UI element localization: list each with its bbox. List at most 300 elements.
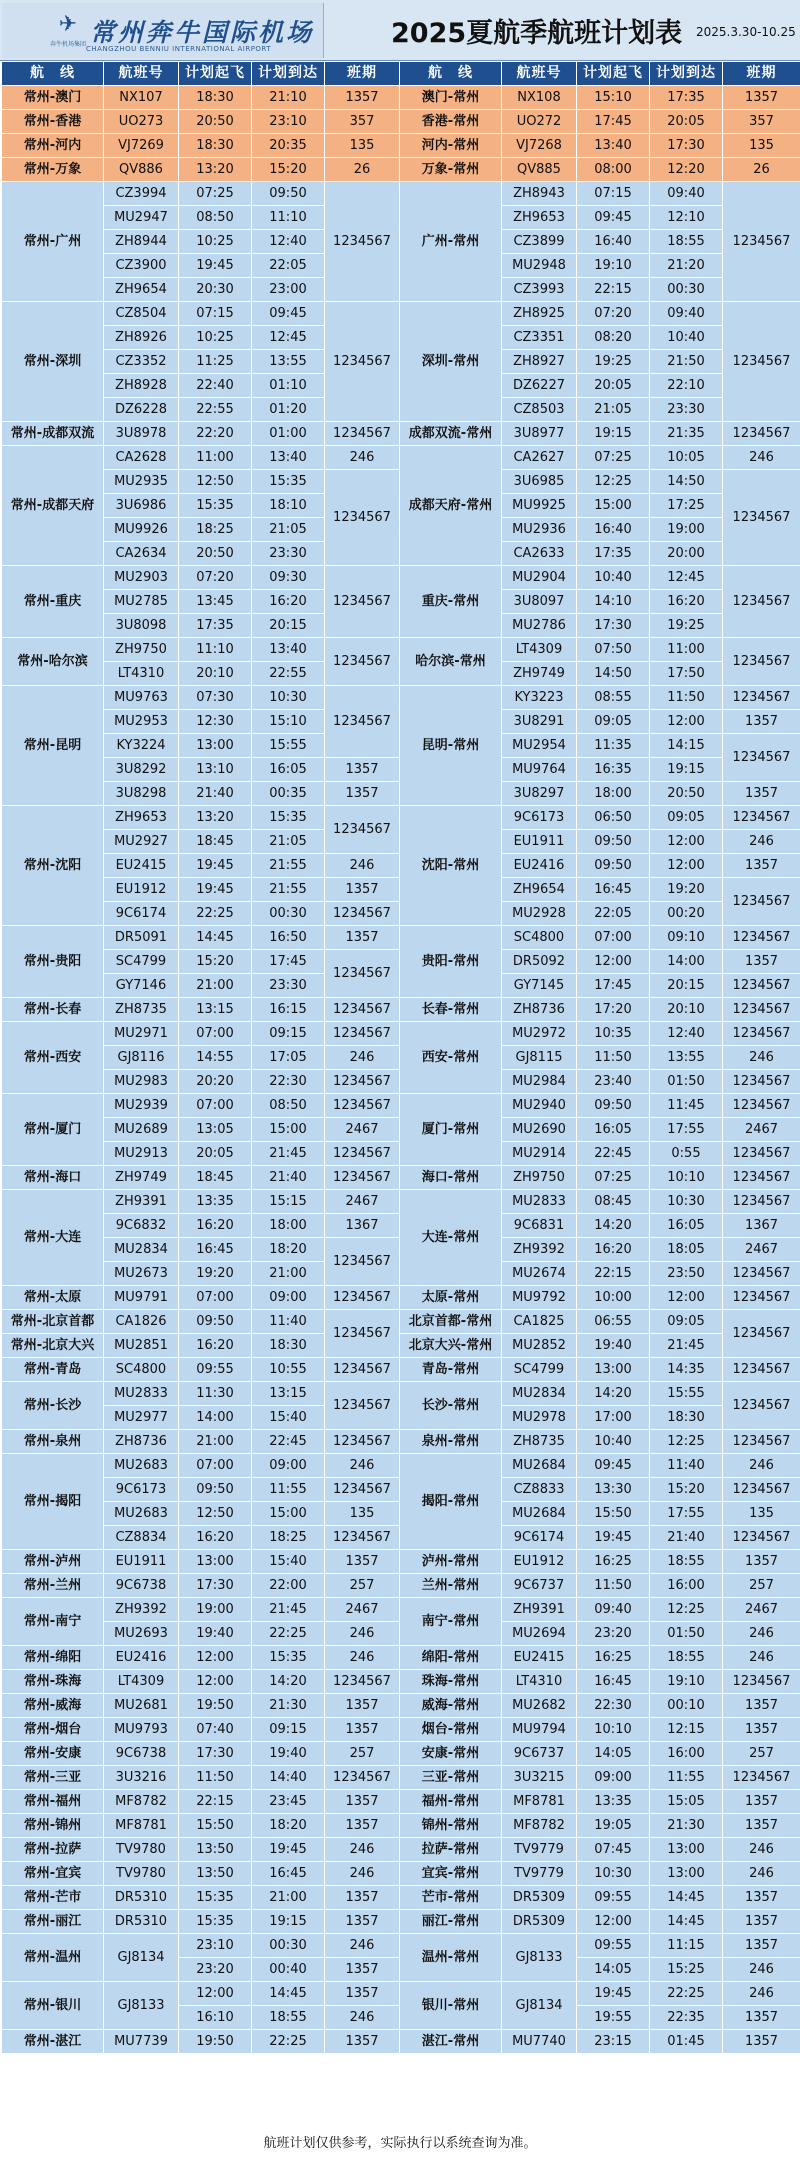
days-cell: 1234567 [723, 1166, 800, 1190]
dep-time-cell: 17:30 [179, 1742, 252, 1766]
days-cell: 26 [325, 158, 400, 182]
dep-time-cell: 09:55 [179, 1358, 252, 1382]
arr-time-cell: 14:50 [650, 470, 723, 494]
flight-no-cell: 9C6737 [502, 1742, 577, 1766]
dep-time-cell: 15:35 [179, 1910, 252, 1934]
domestic-flight-row [2, 1310, 800, 1334]
flight-no-cell: MU9925 [502, 494, 577, 518]
table-header-row [2, 62, 800, 86]
dep-time-cell: 10:35 [577, 1022, 650, 1046]
flight-no-cell: QV885 [502, 158, 577, 182]
flight-no-cell: GY7145 [502, 974, 577, 998]
days-cell: 246 [723, 1958, 800, 1982]
flight-no-cell: CZ3993 [502, 278, 577, 302]
dep-time-cell: 19:05 [577, 1814, 650, 1838]
airport-name-en: CHANGZHOU BENNIU INTERNATIONAL AIRPORT [86, 45, 272, 53]
domestic-flight-row [2, 1334, 800, 1358]
dep-time-cell: 19:45 [577, 1982, 650, 2006]
route-cell: 温州-常州 [400, 1934, 502, 1982]
arr-time-cell: 21:05 [252, 830, 325, 854]
dep-time-cell: 20:05 [179, 1142, 252, 1166]
route-cell: 大连-常州 [400, 1190, 502, 1286]
days-cell: 1234567 [325, 1286, 400, 1310]
flight-no-cell: DZ6227 [502, 374, 577, 398]
arr-time-cell: 20:00 [650, 542, 723, 566]
arr-time-cell: 15:20 [650, 1478, 723, 1502]
route-cell: 昆明-常州 [400, 686, 502, 806]
arr-time-cell: 11:45 [650, 1094, 723, 1118]
flight-no-cell: MU2673 [104, 1262, 179, 1286]
dep-time-cell: 08:45 [577, 1190, 650, 1214]
days-cell: 1357 [723, 2030, 800, 2054]
domestic-flight-row [2, 926, 800, 950]
arr-time-cell: 16:20 [650, 590, 723, 614]
flight-no-cell: 3U8291 [502, 710, 577, 734]
arr-time-cell: 09:40 [650, 182, 723, 206]
arr-time-cell: 16:05 [252, 758, 325, 782]
flight-no-cell: MU2834 [104, 1238, 179, 1262]
flight-no-cell: MU2693 [104, 1622, 179, 1646]
days-cell: 1367 [325, 1214, 400, 1238]
dep-time-cell: 07:25 [577, 1166, 650, 1190]
arr-time-cell: 15:10 [252, 710, 325, 734]
dep-time-cell: 16:45 [577, 1670, 650, 1694]
days-cell: 1234567 [723, 1310, 800, 1358]
domestic-flight-row [2, 686, 800, 710]
flight-no-cell: MU2928 [502, 902, 577, 926]
flight-no-cell: SC4799 [502, 1358, 577, 1382]
dep-time-cell: 19:50 [179, 1694, 252, 1718]
days-cell: 246 [723, 1046, 800, 1070]
days-cell: 246 [325, 1862, 400, 1886]
dep-time-cell: 16:20 [179, 1526, 252, 1550]
flight-no-cell: 9C6174 [502, 1526, 577, 1550]
route-cell: 常州-长沙 [2, 1382, 104, 1430]
dep-time-cell: 11:30 [179, 1382, 252, 1406]
days-cell: 2467 [325, 1118, 400, 1142]
arr-time-cell: 17:50 [650, 662, 723, 686]
arr-time-cell: 00:40 [252, 1958, 325, 1982]
arr-time-cell: 16:00 [650, 1742, 723, 1766]
airport-logo-icon: ✈ [58, 12, 78, 37]
days-cell: 1234567 [723, 974, 800, 998]
dep-time-cell: 22:40 [179, 374, 252, 398]
arr-time-cell: 20:15 [650, 974, 723, 998]
flight-no-cell: EU1912 [502, 1550, 577, 1574]
arr-time-cell: 0:55 [650, 1142, 723, 1166]
days-cell: 1234567 [325, 1478, 400, 1502]
dep-time-cell: 13:35 [179, 1190, 252, 1214]
dep-time-cell: 19:40 [577, 1334, 650, 1358]
days-cell: 1234567 [723, 734, 800, 782]
dep-time-cell: 13:30 [577, 1478, 650, 1502]
route-cell: 成都双流-常州 [400, 422, 502, 446]
flight-no-cell: CZ3994 [104, 182, 179, 206]
domestic-flight-row [2, 1022, 800, 1046]
days-cell: 2467 [723, 1118, 800, 1142]
domestic-flight-row [2, 806, 800, 830]
arr-time-cell: 15:00 [252, 1502, 325, 1526]
domestic-flight-row [2, 1598, 800, 1622]
arr-time-cell: 22:25 [252, 2030, 325, 2054]
arr-time-cell: 20:15 [252, 614, 325, 638]
days-cell: 1234567 [723, 1430, 800, 1454]
arr-time-cell: 21:10 [252, 86, 325, 110]
dep-time-cell: 09:40 [577, 1598, 650, 1622]
flight-no-cell: MU2851 [104, 1334, 179, 1358]
flight-no-cell: MU2834 [502, 1382, 577, 1406]
domestic-flight-row [2, 638, 800, 662]
arr-time-cell: 12:45 [252, 326, 325, 350]
arr-time-cell: 15:25 [650, 1958, 723, 1982]
flight-no-cell: MU2939 [104, 1094, 179, 1118]
flight-no-cell: CZ3899 [502, 230, 577, 254]
flight-no-cell: EU1911 [104, 1550, 179, 1574]
days-cell: 135 [325, 1502, 400, 1526]
days-cell: 246 [723, 1862, 800, 1886]
days-cell: 1234567 [325, 1526, 400, 1550]
flight-no-cell: 9C6173 [502, 806, 577, 830]
flight-no-cell: CZ3352 [104, 350, 179, 374]
arr-time-cell: 23:45 [252, 1790, 325, 1814]
arr-time-cell: 00:30 [252, 902, 325, 926]
route-cell: 万象-常州 [400, 158, 502, 182]
dep-time-cell: 16:45 [577, 878, 650, 902]
dep-time-cell: 21:40 [179, 782, 252, 806]
flight-no-cell: MF8781 [104, 1814, 179, 1838]
airport-logo [2, 3, 324, 58]
days-cell: 1234567 [723, 182, 800, 302]
route-cell: 常州-青岛 [2, 1358, 104, 1382]
arr-time-cell: 18:20 [252, 1814, 325, 1838]
flight-no-cell: ZH8735 [104, 998, 179, 1022]
days-cell: 1234567 [325, 1022, 400, 1046]
arr-time-cell: 09:30 [252, 566, 325, 590]
flight-no-cell: CZ8504 [104, 302, 179, 326]
arr-time-cell: 21:40 [650, 1526, 723, 1550]
days-cell: 1357 [325, 1886, 400, 1910]
days-cell: 1234567 [723, 1670, 800, 1694]
dep-time-cell: 07:25 [179, 182, 252, 206]
days-cell: 246 [325, 1622, 400, 1646]
days-cell: 1234567 [325, 806, 400, 854]
route-cell: 常州-南宁 [2, 1598, 104, 1646]
flight-no-cell: TV9780 [104, 1838, 179, 1862]
days-cell: 1357 [723, 710, 800, 734]
flight-no-cell: MU2684 [502, 1454, 577, 1478]
flight-no-cell: MU2978 [502, 1406, 577, 1430]
arr-time-cell: 19:40 [252, 1742, 325, 1766]
days-cell: 1357 [723, 86, 800, 110]
dep-time-cell: 17:30 [577, 614, 650, 638]
route-cell: 泉州-常州 [400, 1430, 502, 1454]
route-cell: 锦州-常州 [400, 1814, 502, 1838]
route-cell: 拉萨-常州 [400, 1838, 502, 1862]
arr-time-cell: 18:55 [650, 230, 723, 254]
route-cell: 海口-常州 [400, 1166, 502, 1190]
days-cell: 1234567 [325, 1358, 400, 1382]
arr-time-cell: 00:30 [252, 1934, 325, 1958]
arr-time-cell: 13:55 [650, 1046, 723, 1070]
dep-time-cell: 08:50 [179, 206, 252, 230]
flight-no-cell: MU9792 [502, 1286, 577, 1310]
days-cell: 135 [723, 1502, 800, 1526]
days-cell: 1234567 [723, 1286, 800, 1310]
arr-time-cell: 20:35 [252, 134, 325, 158]
flight-no-cell: MU7740 [502, 2030, 577, 2054]
dep-time-cell: 18:45 [179, 1166, 252, 1190]
arr-time-cell: 00:10 [650, 1694, 723, 1718]
domestic-flight-row [2, 1694, 800, 1718]
arr-time-cell: 21:30 [252, 1694, 325, 1718]
arr-time-cell: 17:05 [252, 1046, 325, 1070]
days-cell: 246 [723, 1982, 800, 2006]
dep-time-cell: 16:20 [179, 1214, 252, 1238]
days-cell: 246 [325, 1646, 400, 1670]
flight-no-cell: ZH8944 [104, 230, 179, 254]
days-cell: 1357 [325, 926, 400, 950]
days-cell: 1357 [325, 1718, 400, 1742]
flight-no-cell: CA2633 [502, 542, 577, 566]
arr-time-cell: 12:00 [650, 710, 723, 734]
route-cell: 南宁-常州 [400, 1598, 502, 1646]
route-cell: 常州-重庆 [2, 566, 104, 638]
days-cell: 246 [723, 446, 800, 470]
arr-time-cell: 17:45 [252, 950, 325, 974]
col-days-return: 班期 [723, 62, 800, 86]
dep-time-cell: 16:40 [577, 518, 650, 542]
domestic-flight-row [2, 1550, 800, 1574]
flight-no-cell: CZ3351 [502, 326, 577, 350]
route-cell: 常州-海口 [2, 1166, 104, 1190]
flight-no-cell: MU2833 [104, 1382, 179, 1406]
flight-no-cell: MU2903 [104, 566, 179, 590]
arr-time-cell: 18:55 [650, 1550, 723, 1574]
route-cell: 哈尔滨-常州 [400, 638, 502, 686]
dep-time-cell: 17:35 [179, 614, 252, 638]
days-cell: 2467 [723, 1238, 800, 1262]
flight-no-cell: 9C6174 [104, 902, 179, 926]
dep-time-cell: 12:00 [179, 1982, 252, 2006]
flight-no-cell: GJ8133 [502, 1934, 577, 1982]
flight-no-cell: 9C6832 [104, 1214, 179, 1238]
arr-time-cell: 12:10 [650, 206, 723, 230]
days-cell: 246 [723, 1622, 800, 1646]
route-cell: 常州-三亚 [2, 1766, 104, 1790]
route-cell: 常州-锦州 [2, 1814, 104, 1838]
arr-time-cell: 21:45 [252, 1598, 325, 1622]
route-cell: 常州-长春 [2, 998, 104, 1022]
flight-no-cell: EU2415 [104, 854, 179, 878]
arr-time-cell: 09:05 [650, 806, 723, 830]
route-cell: 常州-安康 [2, 1742, 104, 1766]
days-cell: 1357 [723, 1550, 800, 1574]
dep-time-cell: 10:00 [577, 1286, 650, 1310]
dep-time-cell: 16:45 [179, 1238, 252, 1262]
dep-time-cell: 10:25 [179, 326, 252, 350]
route-cell: 贵阳-常州 [400, 926, 502, 998]
flight-no-cell: ZH9749 [502, 662, 577, 686]
dep-time-cell: 18:00 [577, 782, 650, 806]
route-cell: 常州-福州 [2, 1790, 104, 1814]
dep-time-cell: 11:35 [577, 734, 650, 758]
flight-no-cell: CZ8833 [502, 1478, 577, 1502]
arr-time-cell: 10:30 [650, 1190, 723, 1214]
arr-time-cell: 01:20 [252, 398, 325, 422]
dep-time-cell: 20:50 [179, 542, 252, 566]
days-cell: 2467 [325, 1190, 400, 1214]
domestic-flight-row [2, 1886, 800, 1910]
dep-time-cell: 19:50 [179, 2030, 252, 2054]
domestic-flight-row [2, 1574, 800, 1598]
days-cell: 1234567 [325, 686, 400, 758]
arr-time-cell: 11:40 [650, 1454, 723, 1478]
flight-no-cell: GJ8133 [104, 1982, 179, 2030]
route-cell: 常州-丽江 [2, 1910, 104, 1934]
days-cell: 1234567 [325, 950, 400, 998]
flight-no-cell: 3U3215 [502, 1766, 577, 1790]
dep-time-cell: 16:25 [577, 1646, 650, 1670]
arr-time-cell: 17:55 [650, 1502, 723, 1526]
days-cell: 2467 [723, 1598, 800, 1622]
route-cell: 厦门-常州 [400, 1094, 502, 1166]
domestic-flight-row [2, 1910, 800, 1934]
days-cell: 246 [325, 1046, 400, 1070]
domestic-flight-row [2, 1982, 800, 2006]
days-cell: 1357 [325, 1982, 400, 2006]
days-cell: 1357 [723, 1886, 800, 1910]
route-cell: 北京首都-常州 [400, 1310, 502, 1334]
dep-time-cell: 20:30 [179, 278, 252, 302]
route-cell: 常州-威海 [2, 1694, 104, 1718]
flight-no-cell: LT4310 [502, 1670, 577, 1694]
arr-time-cell: 22:25 [650, 1982, 723, 2006]
dep-time-cell: 07:40 [179, 1718, 252, 1742]
days-cell: 257 [325, 1574, 400, 1598]
flight-no-cell: EU2415 [502, 1646, 577, 1670]
arr-time-cell: 13:15 [252, 1382, 325, 1406]
flight-no-cell: MU2852 [502, 1334, 577, 1358]
domestic-flight-row [2, 1862, 800, 1886]
dep-time-cell: 07:15 [179, 302, 252, 326]
arr-time-cell: 21:30 [650, 1814, 723, 1838]
route-cell: 常州-河内 [2, 134, 104, 158]
days-cell: 1234567 [325, 1070, 400, 1094]
arr-time-cell: 00:20 [650, 902, 723, 926]
dep-time-cell: 20:50 [179, 110, 252, 134]
route-cell: 揭阳-常州 [400, 1454, 502, 1550]
arr-time-cell: 12:40 [650, 1022, 723, 1046]
flight-no-cell: MF8782 [502, 1814, 577, 1838]
flight-no-cell: 3U8977 [502, 422, 577, 446]
intl-flight-row [2, 86, 800, 110]
days-cell: 1234567 [723, 1022, 800, 1046]
days-cell: 1234567 [723, 686, 800, 710]
dep-time-cell: 15:35 [179, 494, 252, 518]
dep-time-cell: 10:10 [577, 1718, 650, 1742]
dep-time-cell: 23:20 [179, 1958, 252, 1982]
flight-no-cell: LT4309 [502, 638, 577, 662]
route-cell: 常州-成都双流 [2, 422, 104, 446]
route-cell: 香港-常州 [400, 110, 502, 134]
route-cell: 常州-烟台 [2, 1718, 104, 1742]
flight-no-cell: CA2634 [104, 542, 179, 566]
route-cell: 长春-常州 [400, 998, 502, 1022]
intl-flight-row [2, 134, 800, 158]
dep-time-cell: 15:50 [179, 1814, 252, 1838]
days-cell: 257 [723, 1742, 800, 1766]
arr-time-cell: 18:10 [252, 494, 325, 518]
days-cell: 1357 [325, 758, 400, 782]
flight-no-cell: MU2936 [502, 518, 577, 542]
dep-time-cell: 16:10 [179, 2006, 252, 2030]
arr-time-cell: 18:55 [650, 1646, 723, 1670]
arr-time-cell: 13:40 [252, 638, 325, 662]
days-cell: 1234567 [723, 806, 800, 830]
dep-time-cell: 18:45 [179, 830, 252, 854]
dep-time-cell: 07:00 [179, 1454, 252, 1478]
flight-no-cell: ZH9750 [104, 638, 179, 662]
route-cell: 常州-哈尔滨 [2, 638, 104, 686]
flight-no-cell: LT4309 [104, 1670, 179, 1694]
dep-time-cell: 07:00 [179, 1286, 252, 1310]
dep-time-cell: 13:50 [179, 1862, 252, 1886]
domestic-flight-row [2, 1670, 800, 1694]
arr-time-cell: 21:45 [252, 1142, 325, 1166]
flight-no-cell: MU2983 [104, 1070, 179, 1094]
dep-time-cell: 22:15 [577, 1262, 650, 1286]
days-cell: 1234567 [723, 1766, 800, 1790]
days-cell: 1234567 [723, 1382, 800, 1430]
arr-time-cell: 16:15 [252, 998, 325, 1022]
dep-time-cell: 19:25 [577, 350, 650, 374]
flight-no-cell: MU2935 [104, 470, 179, 494]
arr-time-cell: 13:00 [650, 1838, 723, 1862]
domestic-flight-row [2, 1766, 800, 1790]
route-cell: 常州-芒市 [2, 1886, 104, 1910]
intl-flight-row [2, 110, 800, 134]
days-cell: 1357 [325, 2030, 400, 2054]
flight-no-cell: 9C6738 [104, 1574, 179, 1598]
route-cell: 宜宾-常州 [400, 1862, 502, 1886]
arr-time-cell: 14:45 [252, 1982, 325, 2006]
days-cell: 1234567 [723, 998, 800, 1022]
dep-time-cell: 13:00 [179, 734, 252, 758]
col-flight-no-return: 航班号 [502, 62, 577, 86]
dep-time-cell: 15:10 [577, 86, 650, 110]
flight-no-cell: ZH9654 [502, 878, 577, 902]
dep-time-cell: 12:50 [179, 470, 252, 494]
dep-time-cell: 22:45 [577, 1142, 650, 1166]
dep-time-cell: 07:00 [179, 1022, 252, 1046]
arr-time-cell: 16:50 [252, 926, 325, 950]
arr-time-cell: 14:45 [650, 1910, 723, 1934]
footer-note: 航班计划仅供参考，实际执行以系统查询为准。 [263, 2136, 537, 2151]
col-route: 航 线 [2, 62, 104, 86]
flight-no-cell: 9C6737 [502, 1574, 577, 1598]
route-cell: 常州-北京大兴 [2, 1334, 104, 1358]
route-cell: 青岛-常州 [400, 1358, 502, 1382]
dep-time-cell: 07:50 [577, 638, 650, 662]
dep-time-cell: 13:50 [179, 1838, 252, 1862]
arr-time-cell: 20:10 [650, 998, 723, 1022]
flight-no-cell: MF8782 [104, 1790, 179, 1814]
days-cell: 257 [325, 1742, 400, 1766]
arr-time-cell: 09:05 [650, 1310, 723, 1334]
route-cell: 泸州-常州 [400, 1550, 502, 1574]
route-cell: 常州-贵阳 [2, 926, 104, 998]
days-cell: 1234567 [325, 1238, 400, 1286]
